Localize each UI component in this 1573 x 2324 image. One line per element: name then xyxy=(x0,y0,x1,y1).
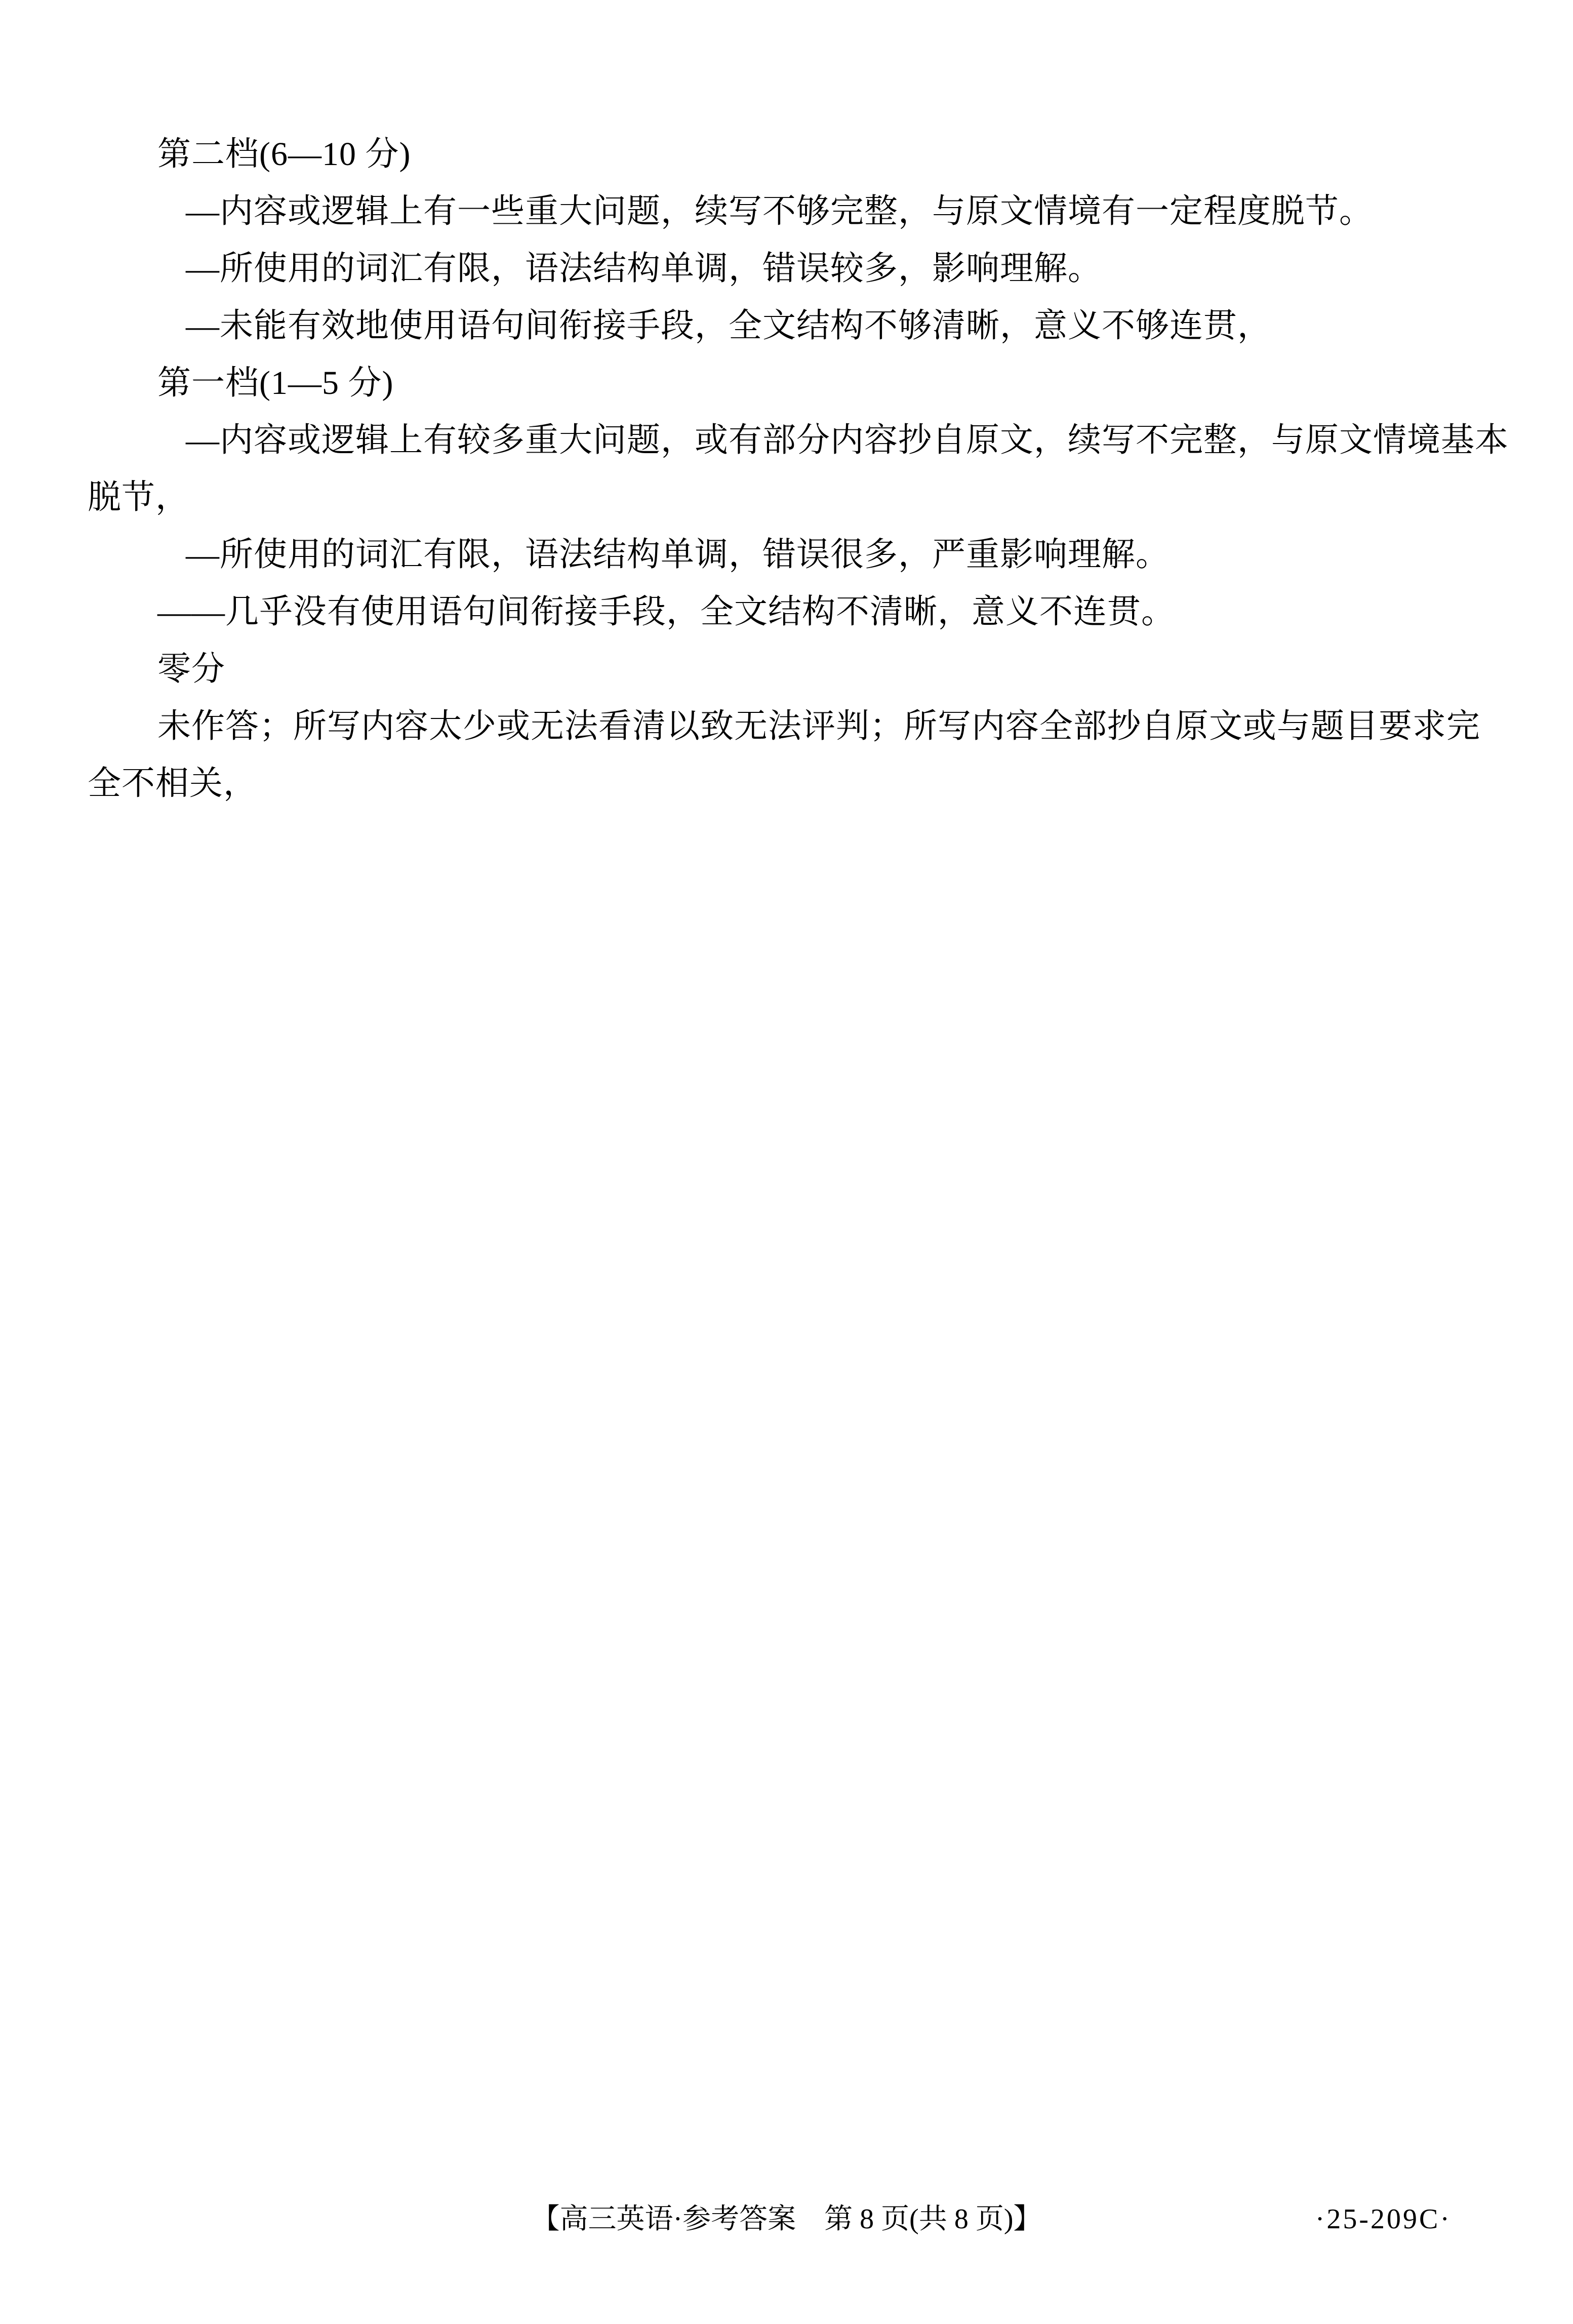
rubric-line-tier2-header: 第二档(6—10 分) xyxy=(157,136,411,173)
rubric-line-tier1-content-wrap: 脱节， xyxy=(88,479,189,516)
rubric-line-zero-description: 未作答；所写内容太少或无法看清以致无法评判；所写内容全部抄自原文或与题目要求完 xyxy=(157,708,1480,745)
rubric-line-zero-header: 零分 xyxy=(157,651,225,688)
rubric-line-tier2-vocabulary: —所使用的词汇有限，语法结构单调，错误较多，影响理解。 xyxy=(186,250,1102,287)
page-footer xyxy=(0,2201,1573,2237)
footer-paper-code: ·25-209C· xyxy=(1315,2203,1451,2235)
rubric-line-tier1-content: —内容或逻辑上有较多重大问题，或有部分内容抄自原文，续写不完整，与原文情境基本 xyxy=(186,422,1509,459)
rubric-line-tier2-cohesion: —未能有效地使用语句间衔接手段，全文结构不够清晰，意义不够连贯， xyxy=(186,307,1271,344)
scoring-rubric-section xyxy=(88,126,1509,812)
footer-page-info: 【高三英语·参考答案 第 8 页(共 8 页)】 xyxy=(531,2203,1042,2235)
rubric-line-tier1-vocabulary: —所使用的词汇有限，语法结构单调，错误很多，严重影响理解。 xyxy=(186,536,1169,573)
rubric-line-tier1-cohesion: ——几乎没有使用语句间衔接手段，全文结构不清晰，意义不连贯。 xyxy=(157,593,1175,630)
rubric-line-tier1-header: 第一档(1—5 分) xyxy=(157,365,394,402)
rubric-line-zero-description-wrap: 全不相关， xyxy=(88,765,257,802)
rubric-line-tier2-content: —内容或逻辑上有一些重大问题，续写不够完整，与原文情境有一定程度脱节。 xyxy=(186,193,1373,230)
